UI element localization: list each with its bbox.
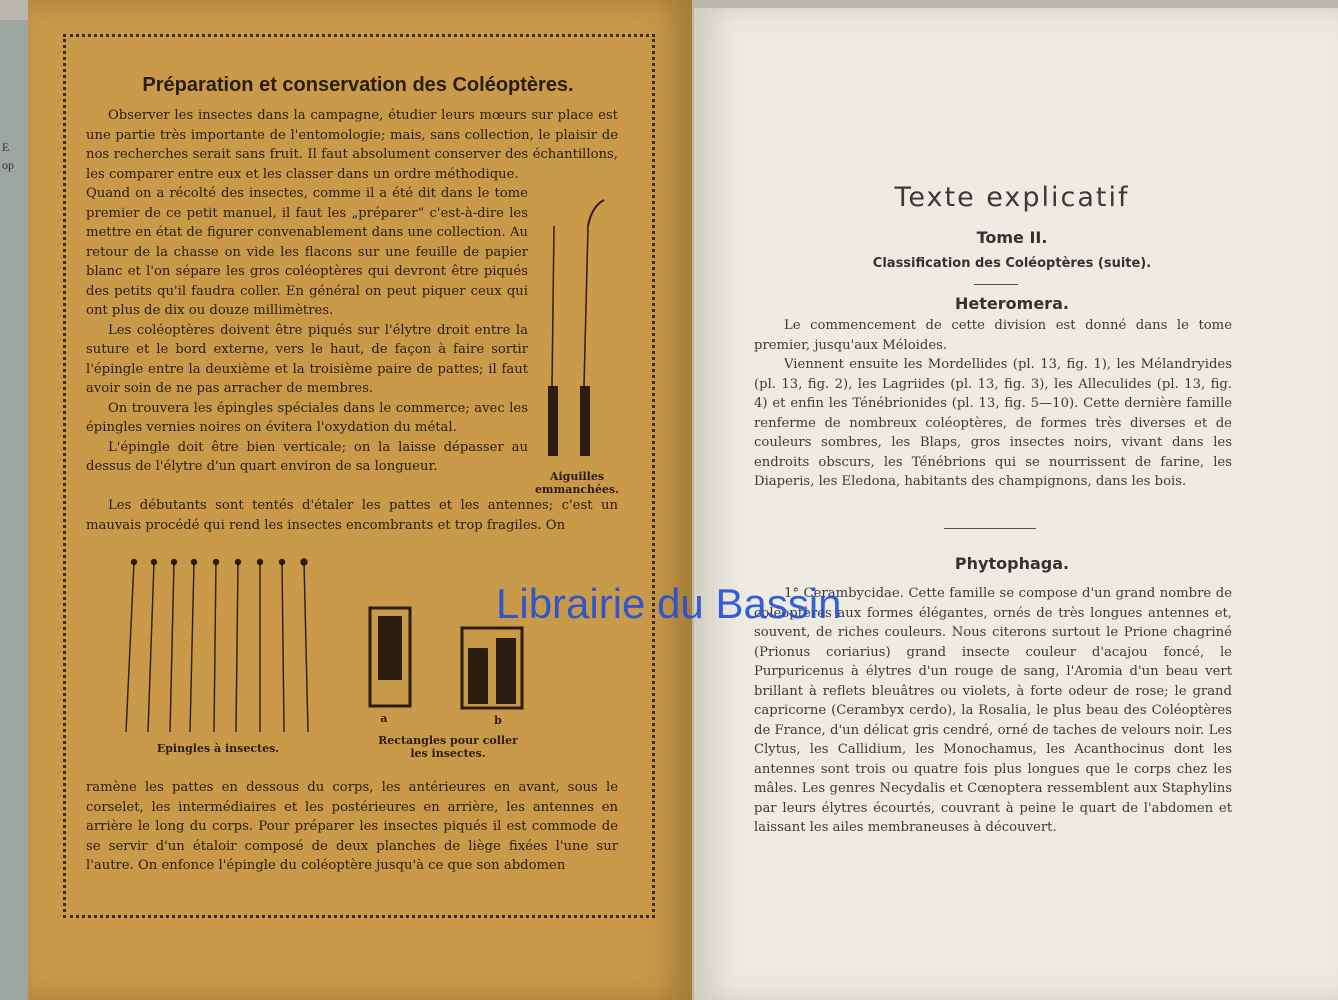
divider	[974, 284, 1018, 285]
paragraph: 1° Cerambycidae. Cette famille se compose d'un grand nombre de coléoptères aux formes élégantes, ornés de très longues antennes et, souvent, de riches couleurs. Nous citerons surtout le Prione chagriné (Prionus coriarius) grand insecte couleur d'acajou foncé, le Purpuricenus à élytres d'un rouge de sang, l'Aromia d'un beau vert brillant à reflets bleuâtres ou violets, à forte odeur de rose; le grand capricorne (Cerambyx cerdo), la Rosalia, le plus beau des Coléoptères de France, d'un délicat gris cendré, orné de taches de velours noir. Les Clytus, les Callidium, les Monochamus, les Acanthocinus dont les antennes sont trois ou quatre fois plus longues que le corps chez les mâles. Les genres Necydalis et Cœnoptera ressemblent aux Staphylins par leurs élytres écourtés, couvrant à peine le quart de l'abdomen et laissant les ailes membraneuses à découvert.	[754, 586, 1232, 835]
caption-line: les insectes.	[410, 747, 486, 760]
section-heteromera-text	[754, 316, 1232, 492]
paragraph: ramène les pattes en dessous du corps, les antérieures en avant, sous le corselet, les intermédiaires et les postérieures en arrière, les antennes en arrière le long du corps. Pour préparer les insectes piqués il est commode de se servir d'un étaloir composé de deux planches de liège fixées l'une sur l'autre. On enfonce l'épingle du coléoptère jusqu'à ce que son abdomen	[86, 780, 618, 873]
section-heading-phytophaga: Phytophaga.	[954, 554, 1070, 573]
paragraph: L'épingle doit être bien verticale; on la laisse dépasser au dessus de l'élytre d'un quart environ de sa longueur.	[86, 439, 528, 474]
tome-label: Tome II.	[976, 228, 1048, 247]
paragraph: Les débutants sont tentés d'étaler les pattes et les antennes; c'est un mauvais procédé qui rend les insectes encombrants et trop fragiles. On	[86, 498, 618, 533]
caption-line: emmanchées.	[534, 483, 620, 496]
left-page	[28, 0, 692, 1000]
paragraph-mid	[86, 496, 618, 535]
left-page-title: Préparation et conservation des Coléoptères.	[142, 74, 574, 96]
insect-pins-illustration	[118, 556, 318, 736]
mounted-needles-illustration	[540, 196, 610, 466]
back-cover-fragment: E	[2, 140, 10, 154]
paragraph: Quand on a récolté des insectes, comme il a été dit dans le tome premier de ce petit manuel, il faut les „préparer“ c'est-à-dire les mettre en état de figurer convenablement dans une collection. Au retour de la chasse on vide les flacons sur une feuille de papier blanc et l'on sépare les gros coléoptères qui devront être piqués des petits qu'il faudra coller. En général on peut piquer ceux qui ont plus de dix ou douze millimètres.	[86, 186, 528, 318]
caption-rectangles	[358, 734, 538, 760]
text-column-beside-needles	[86, 184, 528, 477]
paragraph-bottom	[86, 778, 618, 876]
paragraph: Les coléoptères doivent être piqués sur l'élytre droit entre la suture et le bord externe, vers le haut, de façon à faire sortir l'épingle entre la deuxième et la troisième paire de pattes; il faut avoir soin de ne pas arracher de membres.	[86, 322, 528, 396]
paragraph: On trouvera les épingles spéciales dans le commerce; avec les épingles vernies noires on évitera l'oxydation du métal.	[86, 400, 528, 435]
back-cover-fragment: op	[2, 158, 14, 172]
label-a: a	[380, 712, 388, 725]
caption-line: Rectangles pour coller	[378, 734, 518, 747]
right-page	[694, 8, 1338, 1000]
right-page-title: Texte explicatif	[894, 182, 1130, 213]
caption-pins: Epingles à insectes.	[156, 742, 280, 755]
label-b: b	[494, 714, 502, 727]
paragraph: Observer les insectes dans la campagne, étudier leurs mœurs sur place est une partie très importante de l'entomologie; mais, sans collection, le plaisir de nos recherches serait sans fruit. Il faut absolument conserver des échantillons, les comparer entre eux et les classer dans un ordre méthodique.	[86, 108, 618, 182]
caption-line: Aiguilles	[549, 470, 605, 483]
caption-needles	[532, 470, 622, 496]
divider	[944, 528, 1036, 529]
paragraph: Viennent ensuite les Mordellides (pl. 13, fig. 1), les Mélandryides (pl. 13, fig. 2), les Lagriides (pl. 13, fig. 3), les Alleculides (pl. 13, fig. 4) et enfin les Ténébrionides (pl. 13, fig. 5—10). Cette dernière famille renferme de nombreux coléoptères, de formes très diverses et de couleurs sombres, les Blaps, gros insectes noirs, vivant dans les endroits obscurs, les Ténébrions qui se nourrissent de farine, les Diaperis, les Eledona, habitants des champignons, dans les bois.	[754, 357, 1232, 489]
back-cover-edge	[0, 20, 30, 1000]
watermark: Librairie du Bassin	[496, 580, 842, 627]
intro-paragraph	[86, 106, 618, 184]
classification-subtitle: Classification des Coléoptères (suite).	[872, 256, 1152, 271]
paragraph: Le commencement de cette division est donné dans le tome premier, jusqu'aux Méloides.	[754, 318, 1232, 353]
section-heading-heteromera: Heteromera.	[955, 294, 1069, 313]
